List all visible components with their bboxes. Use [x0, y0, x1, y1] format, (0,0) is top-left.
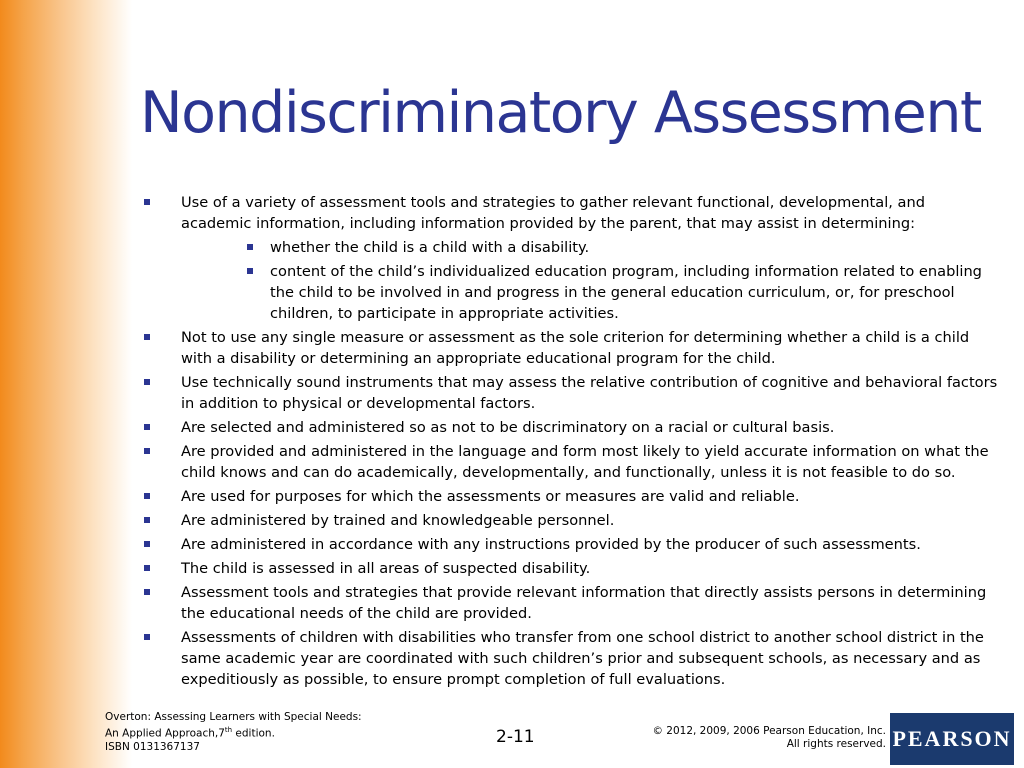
bullet-item — [140, 372, 998, 414]
logo-text: PEARSON — [892, 726, 1012, 751]
bullet-item — [140, 582, 998, 624]
square-bullet-icon — [247, 244, 253, 250]
footer-citation — [105, 711, 362, 754]
bullet-item — [140, 510, 998, 531]
slide-title: Nondiscriminatory Assessment — [140, 80, 981, 146]
citation-line: ISBN 0131367137 — [105, 740, 200, 753]
bullet-item — [140, 627, 998, 690]
citation-text: edition. — [232, 727, 275, 740]
bullet-item — [140, 534, 998, 555]
bullet-text: Not to use any single measure or assessment as the sole criterion for determining whether a child is a child with a disability or determining an appropriate educational program for the child. — [181, 329, 970, 367]
bullet-item — [140, 417, 998, 438]
square-bullet-icon — [144, 493, 150, 499]
square-bullet-icon — [144, 424, 150, 430]
bullet-text: The child is assessed in all areas of suspected disability. — [181, 560, 591, 577]
bullet-text: Use technically sound instruments that may assess the relative contribution of cognitive and behavioral factors in addition to physical or developmental factors. — [181, 374, 998, 412]
square-bullet-icon — [144, 448, 150, 454]
bullet-text: whether the child is a child with a disability. — [270, 239, 590, 256]
citation-text: An Applied Approach,7 — [105, 727, 225, 740]
pearson-logo — [890, 713, 1014, 765]
square-bullet-icon — [144, 199, 150, 205]
square-bullet-icon — [144, 634, 150, 640]
bullet-text: Use of a variety of assessment tools and strategies to gather relevant functional, developmental, and academic information, including information provided by the parent, that may assist in determining: — [181, 194, 925, 232]
footer-copyright — [652, 725, 886, 751]
bullet-text: Are provided and administered in the language and form most likely to yield accurate information on what the child knows and can do academically, developmentally, and functionally, unless it is not feasible to do so. — [181, 443, 989, 481]
bullet-text: Assessments of children with disabilities who transfer from one school district to another school district in the same academic year are coordinated with such children’s prior and subsequent schools, as necessary and as expeditiously as possible, to ensure prompt completion of full evaluations. — [181, 629, 984, 688]
bullet-text: Are selected and administered so as not to be discriminatory on a racial or cultural basis. — [181, 419, 835, 436]
square-bullet-icon — [247, 268, 253, 274]
square-bullet-icon — [144, 517, 150, 523]
citation-line — [105, 724, 362, 741]
copyright-line: All rights reserved. — [786, 738, 886, 750]
sub-bullet-item — [140, 261, 998, 324]
bullet-item — [140, 486, 998, 507]
square-bullet-icon — [144, 334, 150, 340]
bullet-text: content of the child’s individualized education program, including information related to enabling the child to be involved in and progress in the general education curriculum, or, for preschool children, to participate in appropriate activities. — [270, 263, 982, 322]
bullet-text: Are administered in accordance with any instructions provided by the producer of such assessments. — [181, 536, 921, 553]
citation-superscript: th — [224, 726, 233, 734]
bullet-item — [140, 327, 998, 369]
side-gradient-band — [0, 0, 132, 768]
bullet-text: Are administered by trained and knowledgeable personnel. — [181, 512, 615, 529]
square-bullet-icon — [144, 541, 150, 547]
bullet-list — [140, 192, 998, 693]
square-bullet-icon — [144, 589, 150, 595]
copyright-line: © 2012, 2009, 2006 Pearson Education, Inc. — [652, 725, 886, 737]
bullet-item — [140, 192, 998, 234]
bullet-item — [140, 558, 998, 579]
bullet-text: Assessment tools and strategies that provide relevant information that directly assists persons in determining the educational needs of the child are provided. — [181, 584, 987, 622]
bullet-text: Are used for purposes for which the assessments or measures are valid and reliable. — [181, 488, 800, 505]
bullet-item — [140, 441, 998, 483]
sub-bullet-item — [140, 237, 998, 258]
citation-line: Overton: Assessing Learners with Special Needs: — [105, 711, 362, 723]
page-number: 2-11 — [496, 727, 535, 747]
square-bullet-icon — [144, 565, 150, 571]
square-bullet-icon — [144, 379, 150, 385]
